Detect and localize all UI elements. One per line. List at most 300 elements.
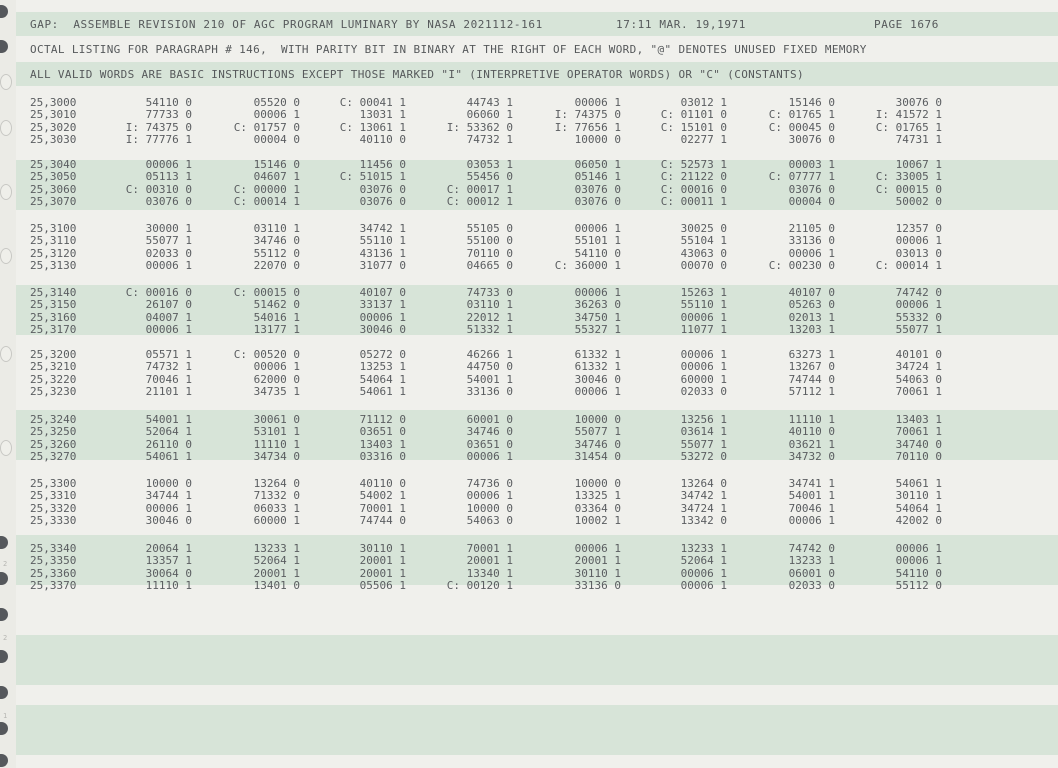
octal-word: 13031 1	[359, 108, 406, 122]
octal-word: C: 07777 1	[768, 170, 835, 184]
octal-word: 22070 0	[253, 259, 300, 273]
octal-word: 03110 1	[466, 298, 513, 312]
octal-word: 13253 1	[359, 360, 406, 374]
paper-band	[16, 585, 1058, 635]
octal-word: 03621 1	[788, 437, 835, 451]
octal-word: 13203 1	[788, 323, 835, 337]
octal-word: 31077 0	[359, 259, 406, 273]
octal-word: 20064 1	[145, 542, 192, 555]
octal-word: C: 00017 1	[446, 182, 513, 196]
tractor-hole	[0, 754, 8, 767]
listing-address: 25,3250	[30, 425, 77, 439]
octal-word: 74744 0	[788, 372, 835, 386]
octal-word: 61332 1	[574, 348, 621, 361]
octal-word: 62000 0	[253, 372, 300, 386]
octal-word: 54016 1	[253, 310, 300, 324]
octal-word: 30046 0	[359, 323, 406, 337]
listing-address: 25,3360	[30, 566, 77, 580]
octal-word: 26107 0	[145, 298, 192, 312]
listing-address: 25,3300	[30, 477, 77, 490]
octal-word: 55077 1	[574, 425, 621, 439]
octal-word: 10000 0	[574, 477, 621, 490]
octal-word: 54061 1	[145, 450, 192, 464]
listing-address: 25,3120	[30, 246, 77, 260]
octal-word: C: 01765 1	[875, 120, 942, 134]
octal-word: 03076 0	[788, 182, 835, 196]
octal-word: C: 00015 0	[233, 286, 300, 299]
octal-word: 40107 0	[359, 286, 406, 299]
listing-address: 25,3010	[30, 108, 77, 122]
octal-word: 55110 1	[680, 298, 727, 312]
octal-word: 55101 1	[574, 234, 621, 248]
octal-word: 34742 1	[359, 222, 406, 235]
octal-word: 34740 0	[895, 437, 942, 451]
octal-word: 34744 1	[145, 489, 192, 503]
octal-word: 54001 1	[466, 372, 513, 386]
octal-word: I: 77776 1	[125, 133, 192, 147]
octal-word: 13233 1	[253, 542, 300, 555]
octal-word: 13256 1	[680, 413, 727, 426]
tractor-hole	[0, 248, 12, 264]
octal-word: 13325 1	[574, 489, 621, 503]
octal-word: I: 74375 0	[554, 108, 621, 122]
octal-word: 34750 1	[574, 310, 621, 324]
octal-word: 40101 0	[895, 348, 942, 361]
octal-word: 13403 1	[895, 413, 942, 426]
octal-word: 00006 1	[895, 542, 942, 555]
octal-word: 70046 1	[788, 501, 835, 515]
octal-word: 02033 0	[145, 246, 192, 260]
octal-word: 70001 1	[466, 542, 513, 555]
tractor-hole	[0, 722, 8, 735]
listing-address: 25,3220	[30, 372, 77, 386]
tractor-hole	[0, 74, 12, 90]
octal-word: 15146 0	[253, 158, 300, 171]
octal-word: 44750 0	[466, 360, 513, 374]
octal-word: 70110 0	[466, 246, 513, 260]
octal-word: C: 00000 1	[233, 182, 300, 196]
octal-word: 04665 0	[466, 259, 513, 273]
octal-word: 30046 0	[574, 372, 621, 386]
octal-word: 34732 0	[788, 450, 835, 464]
octal-word: C: 01101 0	[660, 108, 727, 122]
octal-word: 02277 1	[680, 133, 727, 147]
octal-word: 00006 1	[574, 286, 621, 299]
octal-word: 10002 1	[574, 514, 621, 528]
octal-word: 12357 0	[895, 222, 942, 235]
octal-word: 60001 0	[466, 413, 513, 426]
octal-word: 71112 0	[359, 413, 406, 426]
octal-word: 00006 1	[895, 234, 942, 248]
octal-word: 43136 1	[359, 246, 406, 260]
octal-word: 54110 0	[574, 246, 621, 260]
octal-word: 11456 0	[359, 158, 406, 171]
octal-word: 30046 0	[145, 514, 192, 528]
octal-word: 55104 1	[680, 234, 727, 248]
octal-word: 55077 1	[895, 323, 942, 337]
octal-word: I: 77656 1	[554, 120, 621, 134]
header-listing-description: OCTAL LISTING FOR PARAGRAPH # 146, WITH PARITY BIT IN BINARY AT THE RIGHT OF EACH WORD, "@" DENOTES UNUSED FIXED MEMORY	[30, 43, 867, 56]
octal-word: 70001 1	[359, 501, 406, 515]
octal-word: 00006 1	[253, 360, 300, 374]
tractor-hole	[0, 5, 8, 18]
listing-address: 25,3060	[30, 182, 77, 196]
octal-word: C: 33005 1	[875, 170, 942, 184]
octal-word: 20001 1	[359, 554, 406, 568]
octal-word: 11110 1	[788, 413, 835, 426]
octal-word: 30110 1	[359, 542, 406, 555]
octal-word: 00006 1	[574, 96, 621, 109]
octal-word: 26110 0	[145, 437, 192, 451]
octal-word: 03012 1	[680, 96, 727, 109]
octal-word: 05146 1	[574, 170, 621, 184]
listing-address: 25,3040	[30, 158, 77, 171]
octal-word: 34724 1	[680, 501, 727, 515]
octal-word: C: 00012 1	[446, 195, 513, 209]
octal-word: 00006 1	[253, 108, 300, 122]
octal-word: 34742 1	[680, 489, 727, 503]
octal-word: 00003 1	[788, 158, 835, 171]
octal-word: 13342 0	[680, 514, 727, 528]
header-valid-words-note: ALL VALID WORDS ARE BASIC INSTRUCTIONS EXCEPT THOSE MARKED "I" (INTERPRETIVE OPERATOR WORDS) OR "C" (CONSTANTS)	[30, 68, 804, 81]
octal-word: C: 52573 1	[660, 158, 727, 171]
listing-address: 25,3000	[30, 96, 77, 109]
octal-word: 05520 0	[253, 96, 300, 109]
header-title: GAP: ASSEMBLE REVISION 210 OF AGC PROGRAM LUMINARY BY NASA 2021112-161	[30, 18, 543, 31]
tractor-hole	[0, 440, 12, 456]
octal-word: 50002 0	[895, 195, 942, 209]
listing-address: 25,3150	[30, 298, 77, 312]
octal-word: 00006 1	[466, 489, 513, 503]
octal-word: I: 53362 0	[446, 120, 513, 134]
octal-word: 30076 0	[895, 96, 942, 109]
paper-band	[16, 0, 1058, 12]
octal-word: 40107 0	[788, 286, 835, 299]
octal-word: 06050 1	[574, 158, 621, 171]
octal-word: 61332 1	[574, 360, 621, 374]
tractor-hole	[0, 184, 12, 200]
octal-word: 13233 1	[788, 554, 835, 568]
octal-word: 10000 0	[466, 501, 513, 515]
octal-word: C: 51015 1	[339, 170, 406, 184]
octal-word: 77733 0	[145, 108, 192, 122]
octal-word: 10000 0	[574, 413, 621, 426]
octal-word: 05571 1	[145, 348, 192, 361]
octal-word: 74733 0	[466, 286, 513, 299]
octal-word: 04607 1	[253, 170, 300, 184]
listing-address: 25,3200	[30, 348, 77, 361]
octal-word: 00006 1	[466, 450, 513, 464]
octal-word: 00006 1	[680, 360, 727, 374]
octal-word: 00006 1	[145, 259, 192, 273]
tractor-hole	[0, 686, 8, 699]
octal-word: C: 00310 0	[125, 182, 192, 196]
tractor-hole	[0, 650, 8, 663]
paper-band	[16, 685, 1058, 705]
octal-word: 20001 1	[253, 566, 300, 580]
octal-word: 55077 1	[680, 437, 727, 451]
octal-word: C: 00120 1	[446, 579, 513, 593]
octal-word: 53272 0	[680, 450, 727, 464]
octal-word: C: 15101 0	[660, 120, 727, 134]
octal-word: 44743 1	[466, 96, 513, 109]
octal-word: 00006 1	[680, 348, 727, 361]
octal-word: 20001 1	[574, 554, 621, 568]
octal-word: 33137 1	[359, 298, 406, 312]
octal-word: 02033 0	[680, 385, 727, 399]
octal-word: 34735 1	[253, 385, 300, 399]
octal-word: 30076 0	[788, 133, 835, 147]
octal-word: 74744 0	[359, 514, 406, 528]
octal-word: 13177 1	[253, 323, 300, 337]
octal-word: 34746 0	[253, 234, 300, 248]
octal-word: 70061 1	[895, 425, 942, 439]
octal-word: 02033 0	[788, 579, 835, 593]
listing-address: 25,3170	[30, 323, 77, 337]
octal-word: 54110 0	[145, 96, 192, 109]
octal-word: C: 00015 0	[875, 182, 942, 196]
octal-word: C: 00041 1	[339, 96, 406, 109]
octal-word: C: 00045 0	[768, 120, 835, 134]
octal-word: 34724 1	[895, 360, 942, 374]
octal-word: 33136 0	[574, 579, 621, 593]
octal-word: 02013 1	[788, 310, 835, 324]
octal-word: 00006 1	[680, 310, 727, 324]
octal-word: 13403 1	[359, 437, 406, 451]
octal-word: C: 21122 0	[660, 170, 727, 184]
octal-word: 11110 1	[253, 437, 300, 451]
octal-word: 52064 1	[253, 554, 300, 568]
octal-word: 54064 1	[895, 501, 942, 515]
octal-word: 06033 1	[253, 501, 300, 515]
listing-address: 25,3270	[30, 450, 77, 464]
octal-word: 11110 1	[145, 579, 192, 593]
octal-word: 13340 1	[466, 566, 513, 580]
octal-word: 00006 1	[359, 310, 406, 324]
octal-word: 13401 0	[253, 579, 300, 593]
octal-word: 00070 0	[680, 259, 727, 273]
octal-word: 74732 1	[466, 133, 513, 147]
octal-word: 03364 0	[574, 501, 621, 515]
octal-word: C: 00014 1	[875, 259, 942, 273]
listing-address: 25,3230	[30, 385, 77, 399]
listing-address: 25,3070	[30, 195, 77, 209]
margin-mark: 2	[3, 560, 8, 568]
octal-word: 53101 1	[253, 425, 300, 439]
octal-word: 63273 1	[788, 348, 835, 361]
octal-word: 55327 1	[574, 323, 621, 337]
octal-word: 33136 0	[466, 385, 513, 399]
octal-word: 03076 0	[574, 195, 621, 209]
octal-word: 22012 1	[466, 310, 513, 324]
octal-word: 74742 0	[788, 542, 835, 555]
octal-word: 30025 0	[680, 222, 727, 235]
listing-address: 25,3050	[30, 170, 77, 184]
octal-word: 15263 1	[680, 286, 727, 299]
octal-word: 20001 1	[359, 566, 406, 580]
octal-word: 30061 0	[253, 413, 300, 426]
octal-word: 74732 1	[145, 360, 192, 374]
listing-address: 25,3110	[30, 234, 77, 248]
octal-word: 03076 0	[574, 182, 621, 196]
tractor-hole	[0, 120, 12, 136]
octal-word: 03110 1	[253, 222, 300, 235]
octal-word: 36263 0	[574, 298, 621, 312]
octal-word: 03053 1	[466, 158, 513, 171]
octal-word: C: 00230 0	[768, 259, 835, 273]
octal-word: 55112 0	[895, 579, 942, 593]
octal-word: 55100 0	[466, 234, 513, 248]
tractor-hole	[0, 608, 8, 621]
listing-address: 25,3140	[30, 286, 77, 299]
octal-word: 54110 0	[895, 566, 942, 580]
octal-word: 34746 0	[574, 437, 621, 451]
octal-word: 00006 1	[788, 514, 835, 528]
octal-word: 55110 1	[359, 234, 406, 248]
octal-word: 20001 1	[466, 554, 513, 568]
listing-address: 25,3340	[30, 542, 77, 555]
listing-address: 25,3320	[30, 501, 77, 515]
margin-mark: 2	[3, 634, 8, 642]
octal-word: 57112 1	[788, 385, 835, 399]
listing-address: 25,3030	[30, 133, 77, 147]
octal-word: 34734 0	[253, 450, 300, 464]
octal-word: 00004 0	[788, 195, 835, 209]
octal-word: 10000 0	[574, 133, 621, 147]
octal-word: 40110 0	[359, 133, 406, 147]
octal-word: 05272 0	[359, 348, 406, 361]
octal-word: 13264 0	[253, 477, 300, 490]
listing-address: 25,3160	[30, 310, 77, 324]
octal-word: 74736 0	[466, 477, 513, 490]
octal-word: 05113 1	[145, 170, 192, 184]
octal-word: 13264 0	[680, 477, 727, 490]
octal-word: 60000 1	[680, 372, 727, 386]
octal-word: C: 00011 1	[660, 195, 727, 209]
octal-word: 34746 0	[466, 425, 513, 439]
octal-word: 54063 0	[466, 514, 513, 528]
octal-word: 13267 0	[788, 360, 835, 374]
octal-word: 03651 0	[466, 437, 513, 451]
octal-word: 05263 0	[788, 298, 835, 312]
octal-word: 00006 1	[145, 323, 192, 337]
octal-word: C: 13061 1	[339, 120, 406, 134]
octal-word: 40110 0	[788, 425, 835, 439]
octal-word: 52064 1	[680, 554, 727, 568]
octal-word: 03076 0	[359, 195, 406, 209]
octal-word: 54002 1	[359, 489, 406, 503]
margin-mark: 1	[3, 712, 8, 720]
octal-word: 13233 1	[680, 542, 727, 555]
octal-word: 06060 1	[466, 108, 513, 122]
octal-word: 34741 1	[788, 477, 835, 490]
octal-word: 30064 0	[145, 566, 192, 580]
octal-word: 55105 0	[466, 222, 513, 235]
listing-address: 25,3350	[30, 554, 77, 568]
listing-address: 25,3210	[30, 360, 77, 374]
octal-word: 74742 0	[895, 286, 942, 299]
tractor-hole	[0, 572, 8, 585]
octal-word: C: 00016 0	[125, 286, 192, 299]
octal-word: 15146 0	[788, 96, 835, 109]
octal-word: 54001 1	[788, 489, 835, 503]
octal-word: 00006 1	[680, 579, 727, 593]
octal-word: 30110 1	[574, 566, 621, 580]
octal-word: 00006 1	[574, 385, 621, 399]
listing-address: 25,3370	[30, 579, 77, 593]
octal-word: 03651 0	[359, 425, 406, 439]
octal-word: 54061 1	[895, 477, 942, 490]
octal-word: 42002 0	[895, 514, 942, 528]
octal-word: 54064 1	[359, 372, 406, 386]
tractor-hole	[0, 346, 12, 362]
tractor-hole	[0, 40, 8, 53]
header-page-number: PAGE 1676	[874, 18, 940, 31]
octal-word: 74731 1	[895, 133, 942, 147]
octal-word: 03076 0	[359, 182, 406, 196]
octal-word: 06001 0	[788, 566, 835, 580]
octal-word: 46266 1	[466, 348, 513, 361]
octal-word: 51462 0	[253, 298, 300, 312]
listing-address: 25,3020	[30, 120, 77, 134]
octal-word: 21101 1	[145, 385, 192, 399]
octal-word: 00006 1	[895, 298, 942, 312]
octal-word: 54061 1	[359, 385, 406, 399]
listing-address: 25,3100	[30, 222, 77, 235]
octal-word: C: 36000 1	[554, 259, 621, 273]
listing-address: 25,3330	[30, 514, 77, 528]
octal-word: 00006 1	[145, 158, 192, 171]
octal-word: 30110 1	[895, 489, 942, 503]
octal-word: 00006 1	[145, 501, 192, 515]
octal-word: 00006 1	[895, 554, 942, 568]
octal-word: 10000 0	[145, 477, 192, 490]
octal-word: C: 01765 1	[768, 108, 835, 122]
octal-word: 52064 1	[145, 425, 192, 439]
octal-word: C: 01757 0	[233, 120, 300, 134]
octal-word: 00006 1	[574, 542, 621, 555]
octal-word: 03614 1	[680, 425, 727, 439]
octal-word: 30000 1	[145, 222, 192, 235]
octal-word: 55456 0	[466, 170, 513, 184]
octal-word: C: 00014 1	[233, 195, 300, 209]
octal-word: 54063 0	[895, 372, 942, 386]
octal-word: 03076 0	[145, 195, 192, 209]
octal-word: 55112 0	[253, 246, 300, 260]
octal-word: 13357 1	[145, 554, 192, 568]
octal-word: C: 00016 0	[660, 182, 727, 196]
octal-word: I: 41572 1	[875, 108, 942, 122]
octal-word: 03316 0	[359, 450, 406, 464]
octal-word: 00006 1	[680, 566, 727, 580]
octal-word: 00004 0	[253, 133, 300, 147]
octal-word: 11077 1	[680, 323, 727, 337]
tractor-hole	[0, 536, 8, 549]
octal-word: 60000 1	[253, 514, 300, 528]
paper-band	[16, 755, 1058, 768]
octal-word: 31454 0	[574, 450, 621, 464]
octal-word: 54001 1	[145, 413, 192, 426]
octal-word: 51332 1	[466, 323, 513, 337]
octal-word: 70061 1	[895, 385, 942, 399]
octal-word: 71332 0	[253, 489, 300, 503]
octal-word: 04007 1	[145, 310, 192, 324]
octal-word: 05506 1	[359, 579, 406, 593]
octal-word: 03013 0	[895, 246, 942, 260]
octal-word: 00006 1	[574, 222, 621, 235]
octal-word: 55332 0	[895, 310, 942, 324]
listing-address: 25,3130	[30, 259, 77, 273]
